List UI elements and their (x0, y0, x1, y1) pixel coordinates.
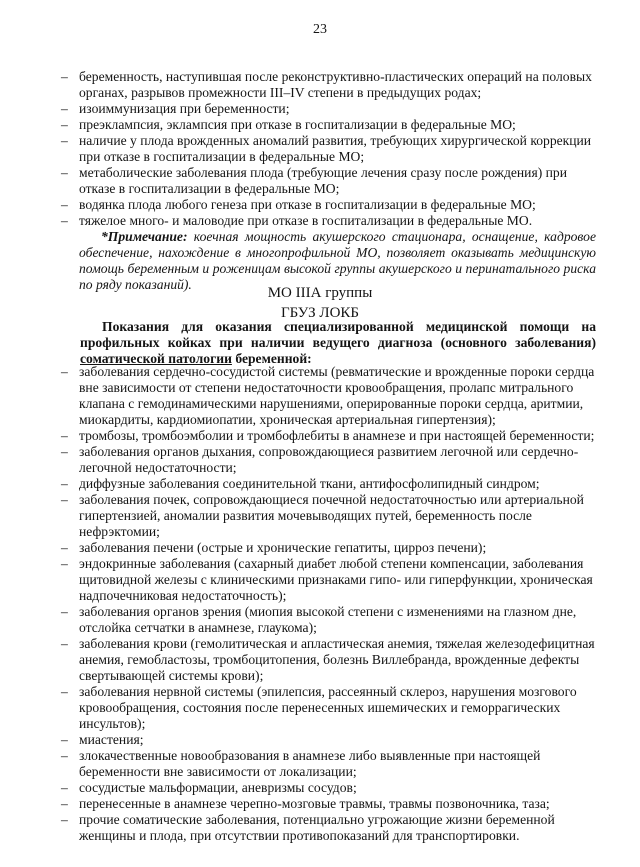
note-label: *Примечание: (101, 229, 188, 244)
list-item: – сосудистые мальформации, аневризмы сосудов; (61, 780, 596, 796)
list-item: – заболевания нервной системы (эпилепсия, рассеянный склероз, нарушения мозгового кровообращения, состояния после перенесенных ишемических и геморрагических инсультов); (61, 684, 596, 732)
list-item: – прочие соматические заболевания, потенциально угрожающие жизни беременной женщины и плода, при отсутствии противопоказаний для транспортировки. (61, 812, 596, 844)
group-heading: МО IIIА группы (267, 285, 373, 301)
list-item: – заболевания почек, сопровождающиеся почечной недостаточностью или артериальной гипертензией, аномалии развития мочевыводящих путей, беременность после нефрэктомии; (61, 492, 596, 540)
list-item: – заболевания сердечно-сосудистой системы (ревматические и врожденные пороки сердца вне зависимости от степени недостаточности кровообращения, пролапс митрального клапана с гемодинамическими нарушениями, оперированные пороки сердца, аритмии, миокардиты, кардиомиопатии, хроническая артериальная гипертензия); (61, 364, 596, 428)
list-item: – заболевания органов зрения (миопия высокой степени с изменениями на глазном дне, отслойка сетчатки в анамнезе, глаукома); (61, 604, 596, 636)
list-item: – водянка плода любого генеза при отказе в госпитализации в федеральные МО; (61, 197, 596, 213)
page-number: 23 (313, 22, 327, 37)
list-item: – перенесенные в анамнезе черепно-мозговые травмы, травмы позвоночника, таза; (61, 796, 596, 812)
list-item: – миастения; (61, 732, 596, 748)
list-item: – злокачественные новообразования в анамнезе либо выявленные при настоящей беременности вне зависимости от локализации; (61, 748, 596, 780)
list-item: – заболевания печени (острые и хронические гепатиты, цирроз печени); (61, 540, 596, 556)
list-item: – тромбозы, тромбоэмболии и тромбофлебиты в анамнезе и при настоящей беременности; (61, 428, 596, 444)
list-item: – наличие у плода врожденных аномалий развития, требующих хирургической коррекции при отказе в госпитализации в федеральные МО; (61, 133, 596, 165)
list-item: – заболевания органов дыхания, сопровождающиеся развитием легочной или сердечно-легочной недостаточности; (61, 444, 596, 476)
list-item: – изоиммунизация при беременности; (61, 101, 596, 117)
list-item: – диффузные заболевания соединительной ткани, антифосфолипидный синдром; (61, 476, 596, 492)
list-item: – преэклампсия, эклампсия при отказе в госпитализации в федеральные МО; (61, 117, 596, 133)
list-item: – тяжелое много- и маловодие при отказе в госпитализации в федеральные МО. (61, 213, 596, 229)
indications-text: Показания для оказания специализированной медицинской помощи на профильных койках при наличии ведущего диагноза (основного заболевания) (80, 319, 596, 350)
top-list (61, 69, 596, 293)
bottom-list (61, 364, 596, 844)
list-item: – метаболические заболевания плода (требующие лечения сразу после рождения) при отказе в госпитализации в федеральные МО; (61, 165, 596, 197)
indications-heading (80, 319, 596, 367)
indications-underlined: соматической патологии (80, 351, 232, 366)
indications-tail: беременной: (231, 351, 312, 366)
note-paragraph (61, 229, 596, 293)
note-text: коечная мощность акушерского стационара, оснащение, кадровое обеспечение, нахождение в многопрофильной МО, позволяет оказывать медицинскую помощь беременным и роженицам высокой группы акушерского и перинатального риска по ряду показаний). (79, 229, 596, 292)
list-item: – эндокринные заболевания (сахарный диабет любой степени компенсации, заболевания щитовидной железы с клиническими признаками гипо- или гиперфункции, хроническая надпочечниковая недостаточность); (61, 556, 596, 604)
list-item: – беременность, наступившая после реконструктивно-пластических операций на половых органах, разрывов промежности III–IV степени в предыдущих родах; (61, 69, 596, 101)
list-item: – заболевания крови (гемолитическая и апластическая анемия, тяжелая железодефицитная анемия, гемобластозы, тромбоцитопения, болезнь Виллебранда, врожденные дефекты свертывающей системы крови); (61, 636, 596, 684)
organization-heading: ГБУЗ ЛОКБ (280, 305, 360, 321)
